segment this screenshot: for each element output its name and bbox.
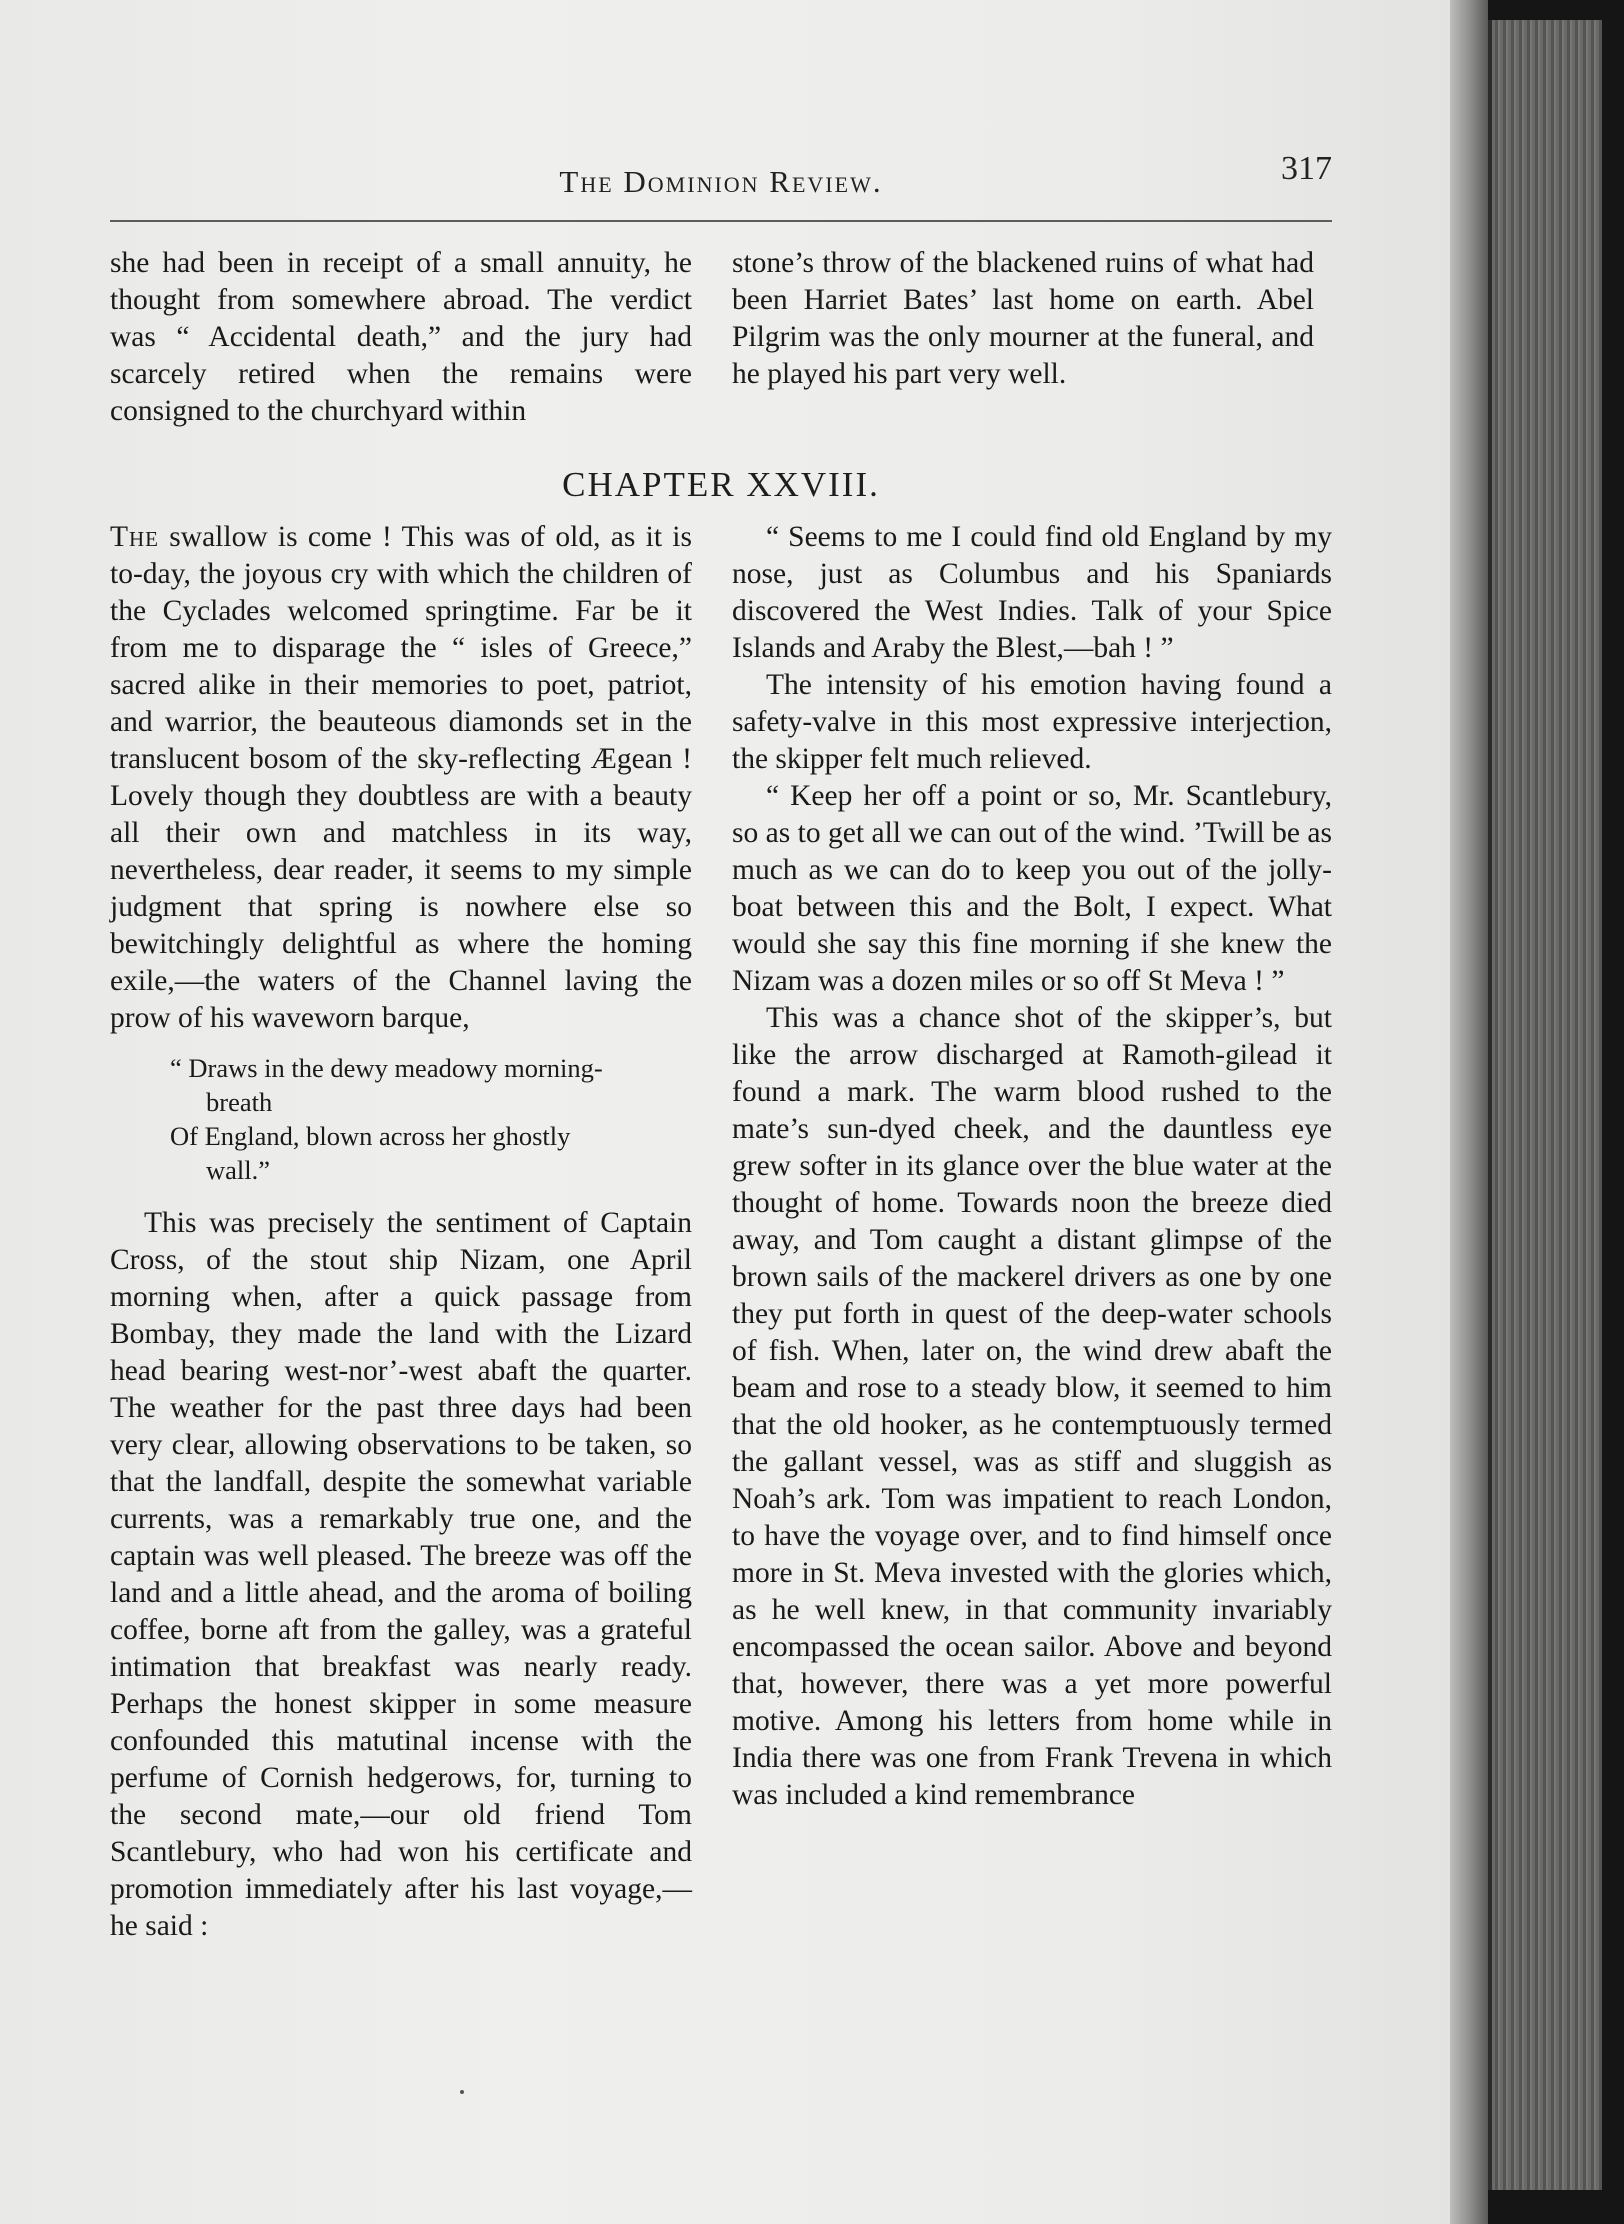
opening-paragraph: [110, 519, 692, 1037]
continued-paragraph-right: stone’s throw of the blackened ruins of what had been Harriet Bates’ last home on earth. Abel Pilgrim was the only mourner at the funeral, and he played his part very well.: [732, 247, 1314, 390]
header-rule: [110, 220, 1332, 222]
relieved-paragraph: The intensity of his emotion having found a safety-valve in this most expressive interjection, the skipper felt much relieved.: [732, 669, 1332, 775]
captain-cross-paragraph: This was precisely the sentiment of Captain Cross, of the stout ship Nizam, one April morning when, after a quick passage from Bombay, they made the land with the Lizard head bearing west-nor’-west abaft the quarter. The weather for the past three days had been very clear, allowing observations to be taken, so that the landfall, despite the somewhat variable currents, was a remarkably true one, and the captain was well pleased. The breeze was off the land and a little ahead, and the aroma of boiling coffee, borne aft from the galley, was a grateful intimation that breakfast was nearly ready. Perhaps the honest skipper in some measure confounded this matutinal incense with the perfume of Cornish hedgerows, for, turning to the second mate,—our old friend Tom Scantlebury, who had won his certificate and promotion immediately after his last voyage,—he said :: [110, 1207, 692, 1942]
page-edge-shadow: [1450, 0, 1488, 2224]
book-fore-edge: [1488, 20, 1602, 2190]
page-speck: [460, 2090, 464, 2094]
continued-paragraph-left: she had been in receipt of a small annuity, he thought from somewhere abroad. The verdict was “ Accidental death,” and the jury had scarcely retired when the remains were consigned to the churchyard within: [110, 247, 692, 427]
chance-shot-paragraph: This was a chance shot of the skipper’s, but like the arrow discharged at Ramoth-gilead it found a mark. The warm blood rushed to the mate’s sun-dyed cheek, and the dauntless eye grew softer in its glance over the blue water at the thought of home. Towards noon the breeze died away, and Tom caught a distant glimpse of the brown sails of the mackerel drivers as one by one they put forth in quest of the deep-water schools of fish. When, later on, the wind drew abaft the beam and rose to a steady blow, it seemed to him that the old hooker, as he contemptuously termed the gallant vessel, was as stiff and sluggish as Noah’s ark. Tom was impatient to reach London, to have the voyage over, and to find himself once more in St. Meva invested with the glories which, as he well knew, in that community invariably encompassed the ocean sailor. Above and beyond that, however, there was a yet more powerful motive. Among his letters from home while in India there was one from Frank Trevena in which was included a kind remembrance: [732, 1002, 1332, 1811]
running-title: The Dominion Review.: [559, 164, 883, 199]
verse-line-2: Of England, blown across her ghostly wall.”: [170, 1121, 571, 1185]
running-header: [110, 150, 1332, 220]
chapter-heading: CHAPTER XXVIII.: [562, 465, 880, 504]
top-left-column: [110, 245, 692, 430]
keep-her-off-paragraph: “ Keep her off a point or so, Mr. Scantlebury, so as to get all we can out of the wind. ’Twill be as much as we can do to keep you out of the jolly-boat between this and the Bolt, I expect. What would she say this fine morning if she knew the Nizam was a dozen miles or so off St Meva ! ”: [732, 780, 1332, 997]
top-right-column: [732, 245, 1314, 393]
verse-quotation: [170, 1051, 692, 1187]
skipper-speech-paragraph: “ Seems to me I could find old England by my nose, just as Columbus and his Spaniards discovered the West Indies. Talk of your Spice Islands and Araby the Blest,—bah ! ”: [732, 521, 1332, 664]
chapter-left-column: [110, 519, 692, 1945]
opening-small-caps: The: [110, 521, 160, 553]
chapter-right-column: [732, 519, 1332, 1814]
verse-line-1: “ Draws in the dewy meadowy morning- breath: [170, 1053, 603, 1117]
opening-text: swallow is come ! This was of old, as it is to-day, the joyous cry with which the children of the Cyclades welcomed springtime. Far be it from me to disparage the “ isles of Greece,” sacred alike in their memories to poet, patriot, and warrior, the beauteous diamonds set in the translucent bosom of the sky-reflecting Ægean ! Lovely though they doubtless are with a beauty all their own and matchless in its way, nevertheless, dear reader, it seems to my simple judgment that spring is nowhere else so bewitchingly delightful as where the homing exile,—the waters of the Channel laving the prow of his waveworn barque,: [110, 521, 692, 1034]
page-number: 317: [1281, 150, 1332, 187]
